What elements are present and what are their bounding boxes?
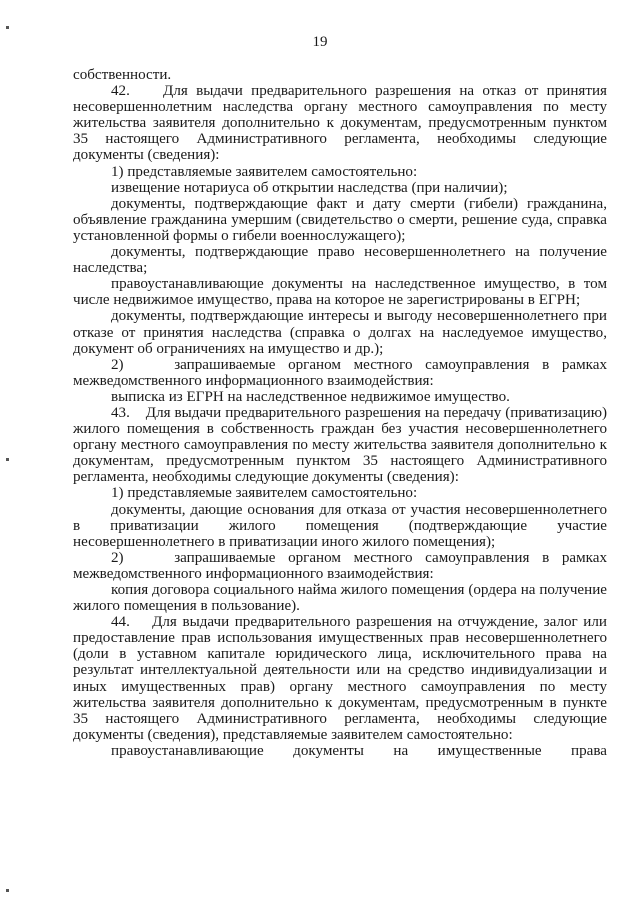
paragraph-continuation: собственности. bbox=[73, 67, 172, 83]
list-item-requested: 2) запрашиваемые органом местного самоуправления в рамках межведомственного информационного взаимодействия: bbox=[73, 356, 607, 389]
page-number: 19 bbox=[312, 34, 328, 50]
list-item-notary-notice: извещение нотариуса об открытии наследства (при наличии); bbox=[111, 179, 508, 196]
scan-mark bbox=[6, 458, 9, 461]
list-item-requested: 2) запрашиваемые органом местного самоуправления в рамках межведомственного информационного взаимодействия: bbox=[73, 549, 607, 582]
list-item-inheritance-right: документы, подтверждающие право несовершеннолетнего на получение наследства; bbox=[73, 244, 607, 277]
scan-mark bbox=[6, 889, 9, 892]
list-item-self-submitted: 1) представляемые заявителем самостоятельно: bbox=[111, 163, 418, 180]
list-item-self-submitted: 1) представляемые заявителем самостоятельно: bbox=[111, 485, 418, 502]
scan-mark bbox=[6, 26, 9, 29]
paragraph-43: 43. Для выдачи предварительного разрешения на передачу (приватизацию) жилого помещения в собственность граждан без участия несовершеннолетнего органу местного самоуправления по месту жительства заявителя дополнительно к документам, предусмотренным пунктом 35 настоящего Административного регламента, необходимы следующие документы (сведения): bbox=[73, 404, 607, 486]
list-item-refusal-grounds: документы, дающие основания для отказа от участия несовершеннолетнего в приватизации жилого помещения (подтверждающие участие несовершеннолетнего в приватизации иного жилого помещения); bbox=[73, 501, 607, 550]
paragraph-42: 42. Для выдачи предварительного разрешения на отказ от принятия несовершеннолетним наследства органу местного самоуправления по месту жительства заявителя дополнительно к документам, предусмотренным пунктом 35 настоящего Административного регламента, необходимы следующие документы (сведения): bbox=[73, 83, 607, 164]
list-item-interest-documents: документы, подтверждающие интересы и выгоду несовершеннолетнего при отказе от принятия наследства (справка о долгах на наследуемое имущество, документ об ограничениях на имущество и др.); bbox=[73, 308, 607, 357]
list-item-egrn-extract: выписка из ЕГРН на наследственное недвижимое имущество. bbox=[111, 388, 510, 405]
document-body bbox=[73, 67, 607, 759]
list-item-lease-copy: копия договора социального найма жилого помещения (ордера на получение жилого помещения в пользование). bbox=[73, 582, 607, 615]
paragraph-44: 44. Для выдачи предварительного разрешения на отчуждение, залог или предоставление прав использования имущественных прав несовершеннолетнего (доли в уставном капитале юридического лица, исключительного права на результат интеллектуальной деятельности или на средство индивидуализации и иных имущественных прав) органу местного самоуправления по месту жительства заявителя дополнительно к документам, предусмотренным в пункте 35 настоящего Административного регламента, необходимы следующие документы (сведения), представляемые заявителем самостоятельно: bbox=[73, 614, 607, 743]
list-item-title-documents: правоустанавливающие документы на наследственное имущество, в том числе недвижимое имущество, права на которое не зарегистрированы в ЕГРН; bbox=[73, 276, 607, 309]
list-item-property-rights: правоустанавливающие документы на имущественные права bbox=[111, 742, 607, 759]
list-item-death-documents: документы, подтверждающие факт и дату смерти (гибели) гражданина, объявление гражданина умершим (свидетельство о смерти, решение суда, справка установленной формы о гибели военнослужащего); bbox=[73, 195, 607, 244]
